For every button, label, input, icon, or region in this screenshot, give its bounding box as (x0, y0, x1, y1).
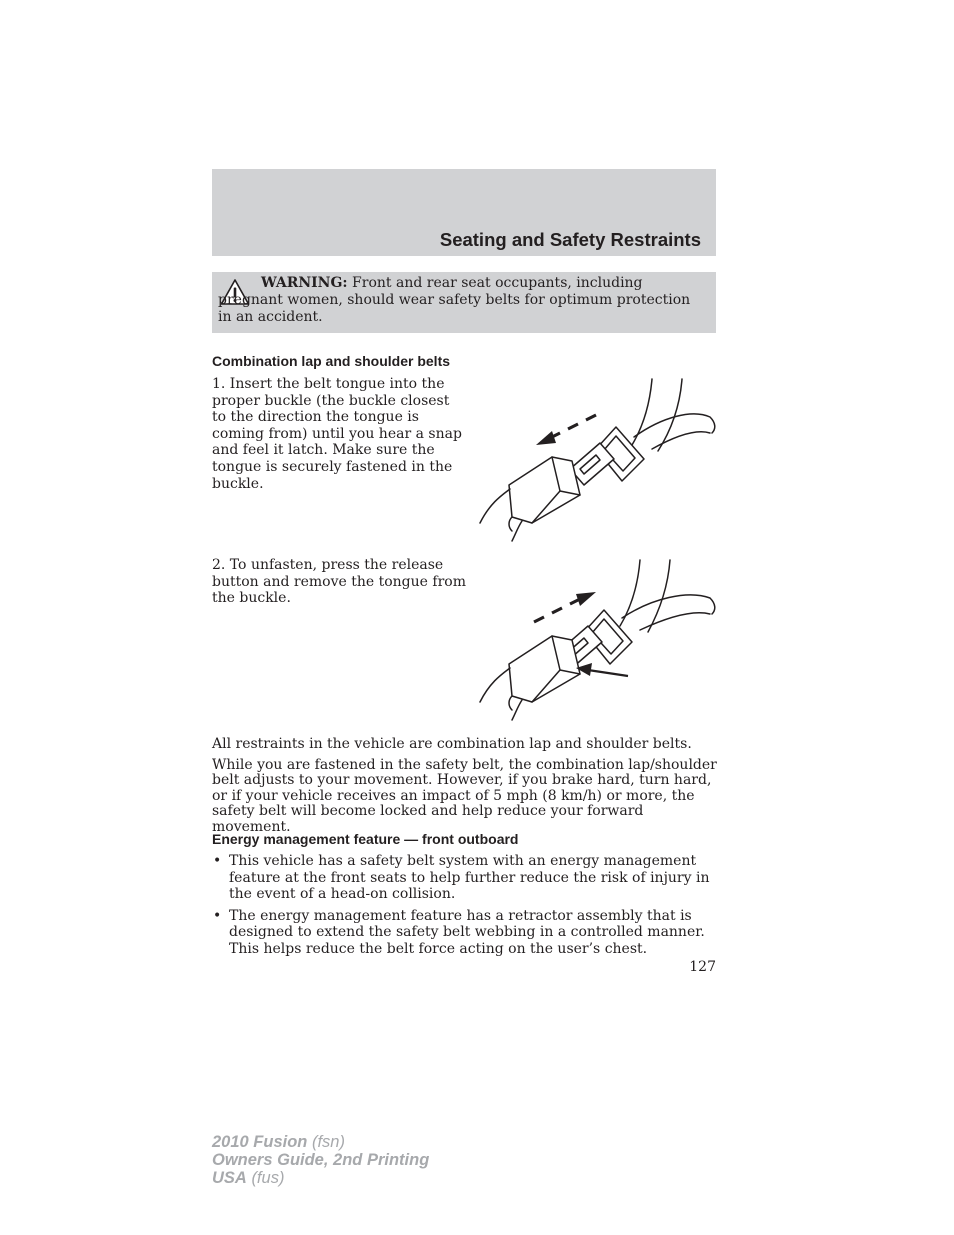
energy-management-heading: Energy management feature — front outboard (212, 831, 519, 847)
footer-line-model (212, 1133, 429, 1151)
document-footer (212, 1133, 429, 1187)
footer-model-code: (fsn) (311, 1133, 345, 1151)
list-item (212, 853, 717, 903)
combination-belts-heading: Combination lap and shoulder belts (212, 353, 451, 369)
energy-management-list (212, 853, 717, 963)
list-item-text: This vehicle has a safety belt system with an energy management feature at the front seats to help further reduce the risk of injury in the event of a head-on collision. (229, 853, 710, 903)
list-item (212, 908, 717, 958)
section-header-bar (212, 169, 716, 256)
bullet-icon: • (213, 907, 222, 924)
seatbelt-fasten-illustration (472, 377, 718, 545)
warning-message (218, 275, 708, 325)
section-title: Seating and Safety Restraints (439, 229, 701, 250)
unfasten-step-text: 2. To unfasten, press the release button and remove the tongue from the buckle. (212, 557, 466, 607)
footer-guide: Owners Guide, 2nd Printing (212, 1151, 430, 1169)
fasten-step-text: 1. Insert the belt tongue into the proper buckle (the buckle closest to the direction the tongue is coming from) until you hear a snap and feel it latch. Make sure the tongue is securely fastened in the buckle. (212, 376, 462, 492)
belt-locking-paragraph: While you are fastened in the safety belt, the combination lap/shoulder belt adjusts to your movement. However, if you brake hard, turn hard, or if your vehicle receives an impact of 5 mph (8 km/h) or more, the safety belt will become locked and help reduce your forward movement. (212, 757, 717, 835)
bullet-icon: • (213, 853, 222, 869)
warning-text: Front and rear seat occupants, including pregnant women, should wear safety belts for optimum protection in an accident. (218, 275, 691, 325)
footer-market-code: (fus) (251, 1169, 285, 1187)
warning-box (212, 272, 716, 333)
seatbelt-unfasten-illustration (472, 558, 718, 724)
all-restraints-paragraph: All restraints in the vehicle are combination lap and shoulder belts. (212, 736, 692, 752)
footer-line-market (212, 1169, 429, 1187)
list-item-text: The energy management feature has a retractor assembly that is designed to extend the safety belt webbing in a controlled manner. This helps reduce the belt force acting on the user’s chest. (229, 907, 705, 957)
page-number: 127 (689, 959, 716, 975)
footer-model: 2010 Fusion (212, 1133, 308, 1151)
footer-market: USA (212, 1169, 247, 1187)
warning-label: WARNING: (261, 275, 348, 291)
